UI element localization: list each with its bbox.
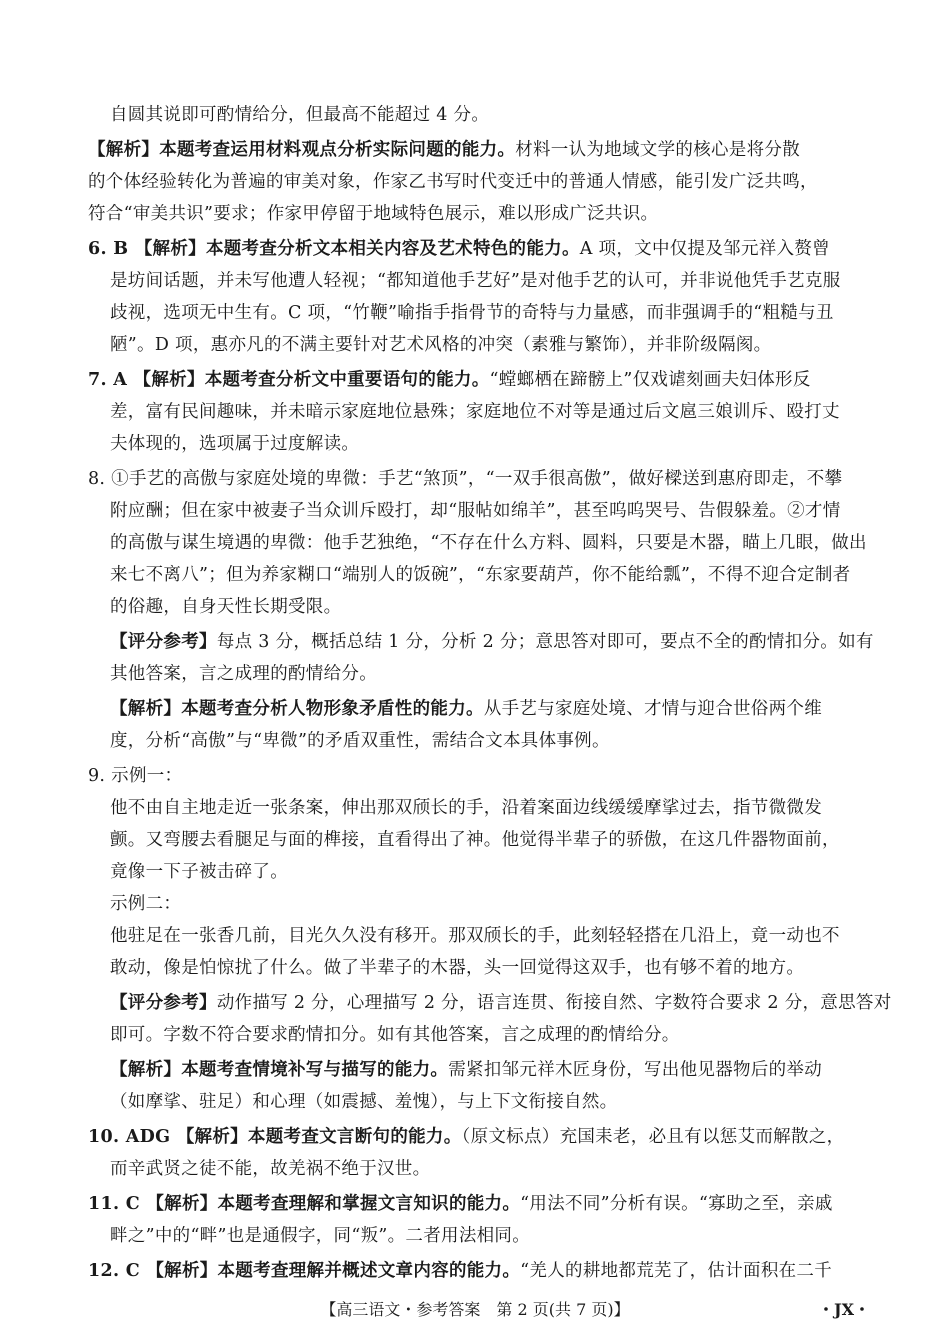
answer-6-text: A 项，文中仅提及邹元祥入赘曾 [579,239,830,259]
answer-10 [88,1125,844,1149]
answer-11 [88,1192,833,1216]
answer-12-heading: 12. C 【解析】本题考查理解并概述文章内容的能力。 [88,1261,521,1281]
example-heading: 示例二： [110,894,182,914]
text-line: 自圆其说即可酌情给分，但最高不能超过 4 分。 [110,105,490,125]
scoring-line [110,630,874,654]
text-line: 敢动，像是怕惊扰了什么。做了半辈子的木器，头一回觉得这双手，也有够不着的地方。 [110,958,805,978]
analysis-line [110,697,822,721]
scoring-heading: 【评分参考】 [110,993,217,1013]
text-line: 的个体经验转化为普遍的审美对象，作家乙书写时代变迁中的普通人情感，能引发广泛共鸣， [88,172,818,192]
text-line: 陋”。D 项，惠亦凡的不满主要针对艺术风格的冲突（素雅与繁饰），并非阶级隔阂。 [110,335,772,355]
answer-6-heading: 6. B 【解析】本题考查分析文本相关内容及艺术特色的能力。 [88,239,580,259]
analysis-text: 从手艺与家庭处境、才情与迎合世俗两个维 [483,699,823,719]
scoring-heading: 【评分参考】 [110,632,217,652]
text-line: 附应酬；但在家中被妻子当众训斥殴打，却“服帖如绵羊”，甚至呜呜哭号、告假躲羞。②才情 [110,501,841,521]
answer-10-heading: 10. ADG 【解析】本题考查文言断句的能力。 [88,1127,462,1147]
analysis-text: 需紧扣邹元祥木匠身份，写出他见器物后的举动 [448,1060,823,1080]
analysis-heading: 【解析】本题考查运用材料观点分析实际问题的能力。 [88,140,516,160]
text-line: 的俗趣，自身天性长期受限。 [110,597,342,617]
analysis-heading: 【解析】本题考查情境补写与描写的能力。 [110,1060,449,1080]
text-line: 来七不离八”；但为养家糊口“端别人的饭碗”，“东家要葫芦，你不能给瓢”，不得不迎合定制者 [110,565,851,585]
answer-12 [88,1259,832,1283]
analysis-text: 材料一认为地域文学的核心是将分散 [515,140,801,160]
text-line: 的高傲与谋生境遇的卑微：他手艺独绝，“不存在什么方料、圆料，只要是木器，瞄上几眼，做出 [110,533,867,553]
answer-8: 8. ①手艺的高傲与家庭处境的卑微：手艺“煞顶”，“一双手很高傲”，做好樑送到惠府即走，不攀 [88,469,843,489]
answer-9: 9. 示例一： [88,766,183,786]
text-line: 他不由自主地走近一张条案，伸出那双颀长的手，沿着案面边线缓缓摩挲过去，指节微微发 [110,798,822,818]
text-line: （如摩挲、驻足）和心理（如震撼、羞愧），与上下文衔接自然。 [110,1092,618,1112]
analysis-line [110,1058,822,1082]
text-line: 畔之”中的“畔”也是通假字，同“叛”。二者用法相同。 [110,1226,531,1246]
text-line: 夫体现的，选项属于过度解读。 [110,434,360,454]
text-line: 是坊间话题，并未写他遭人轻视；“都知道他手艺好”是对他手艺的认可，并非说他凭手艺克服 [110,271,841,291]
answer-11-text: “用法不同”分析有误。“寡助之至，亲戚 [520,1194,833,1214]
answer-11-heading: 11. C 【解析】本题考查理解和掌握文言知识的能力。 [88,1194,521,1214]
text-line: 颤。又弯腰去看腿足与面的榫接，直看得出了神。他觉得半辈子的骄傲，在这几件器物面前， [110,830,840,850]
answer-10-text: （原文标点）充国耒老，必且有以惩艾而解散之， [461,1127,845,1147]
analysis-heading: 【解析】本题考查分析人物形象矛盾性的能力。 [110,699,484,719]
page-footer: 【高三语文・参考答案 第 2 页(共 7 页)】 [320,1300,630,1319]
footer-code: ・JX・ [818,1300,870,1319]
answer-6 [88,237,830,261]
text-line: 度，分析“高傲”与“卑微”的矛盾双重性，需结合文本具体事例。 [110,731,610,751]
text-line: 他驻足在一张香几前，目光久久没有移开。那双颀长的手，此刻轻轻搭在几沿上，竟一动也不 [110,926,840,946]
text-line: 歧视，选项无中生有。C 项，“竹鞭”喻指手指骨节的奇特与力量感，而非强调手的“粗糙与丑 [110,303,834,323]
answer-7 [88,368,811,392]
answer-12-text: “羌人的耕地都荒芜了，估计面积在二千 [520,1261,833,1281]
text-line: 竟像一下子被击碎了。 [110,862,288,882]
text-line: 符合“审美共识”要求；作家甲停留于地域特色展示，难以形成广泛共识。 [88,204,659,224]
answer-7-text: “螳螂栖在蹄髈上”仅戏谑刻画夫妇体形反 [489,370,811,390]
text-line: 差，富有民间趣味，并未暗示家庭地位悬殊；家庭地位不对等是通过后文扈三娘训斥、殴打丈 [110,402,840,422]
text-line: 其他答案，言之成理的酌情给分。 [110,664,377,684]
analysis-line [88,138,800,162]
scoring-text: 动作描写 2 分，心理描写 2 分，语言连贯、衔接自然、字数符合要求 2 分，意思答对 [216,993,892,1013]
scoring-line [110,991,892,1015]
answer-7-heading: 7. A 【解析】本题考查分析文中重要语句的能力。 [88,370,490,390]
text-line: 而辛武贤之徒不能，故羌祸不绝于汉世。 [110,1159,431,1179]
text-line: 即可。字数不符合要求酌情扣分。如有其他答案，言之成理的酌情给分。 [110,1025,680,1045]
scoring-text: 每点 3 分，概括总结 1 分，分析 2 分；意思答对即可，要点不全的酌情扣分。如有 [216,632,874,652]
